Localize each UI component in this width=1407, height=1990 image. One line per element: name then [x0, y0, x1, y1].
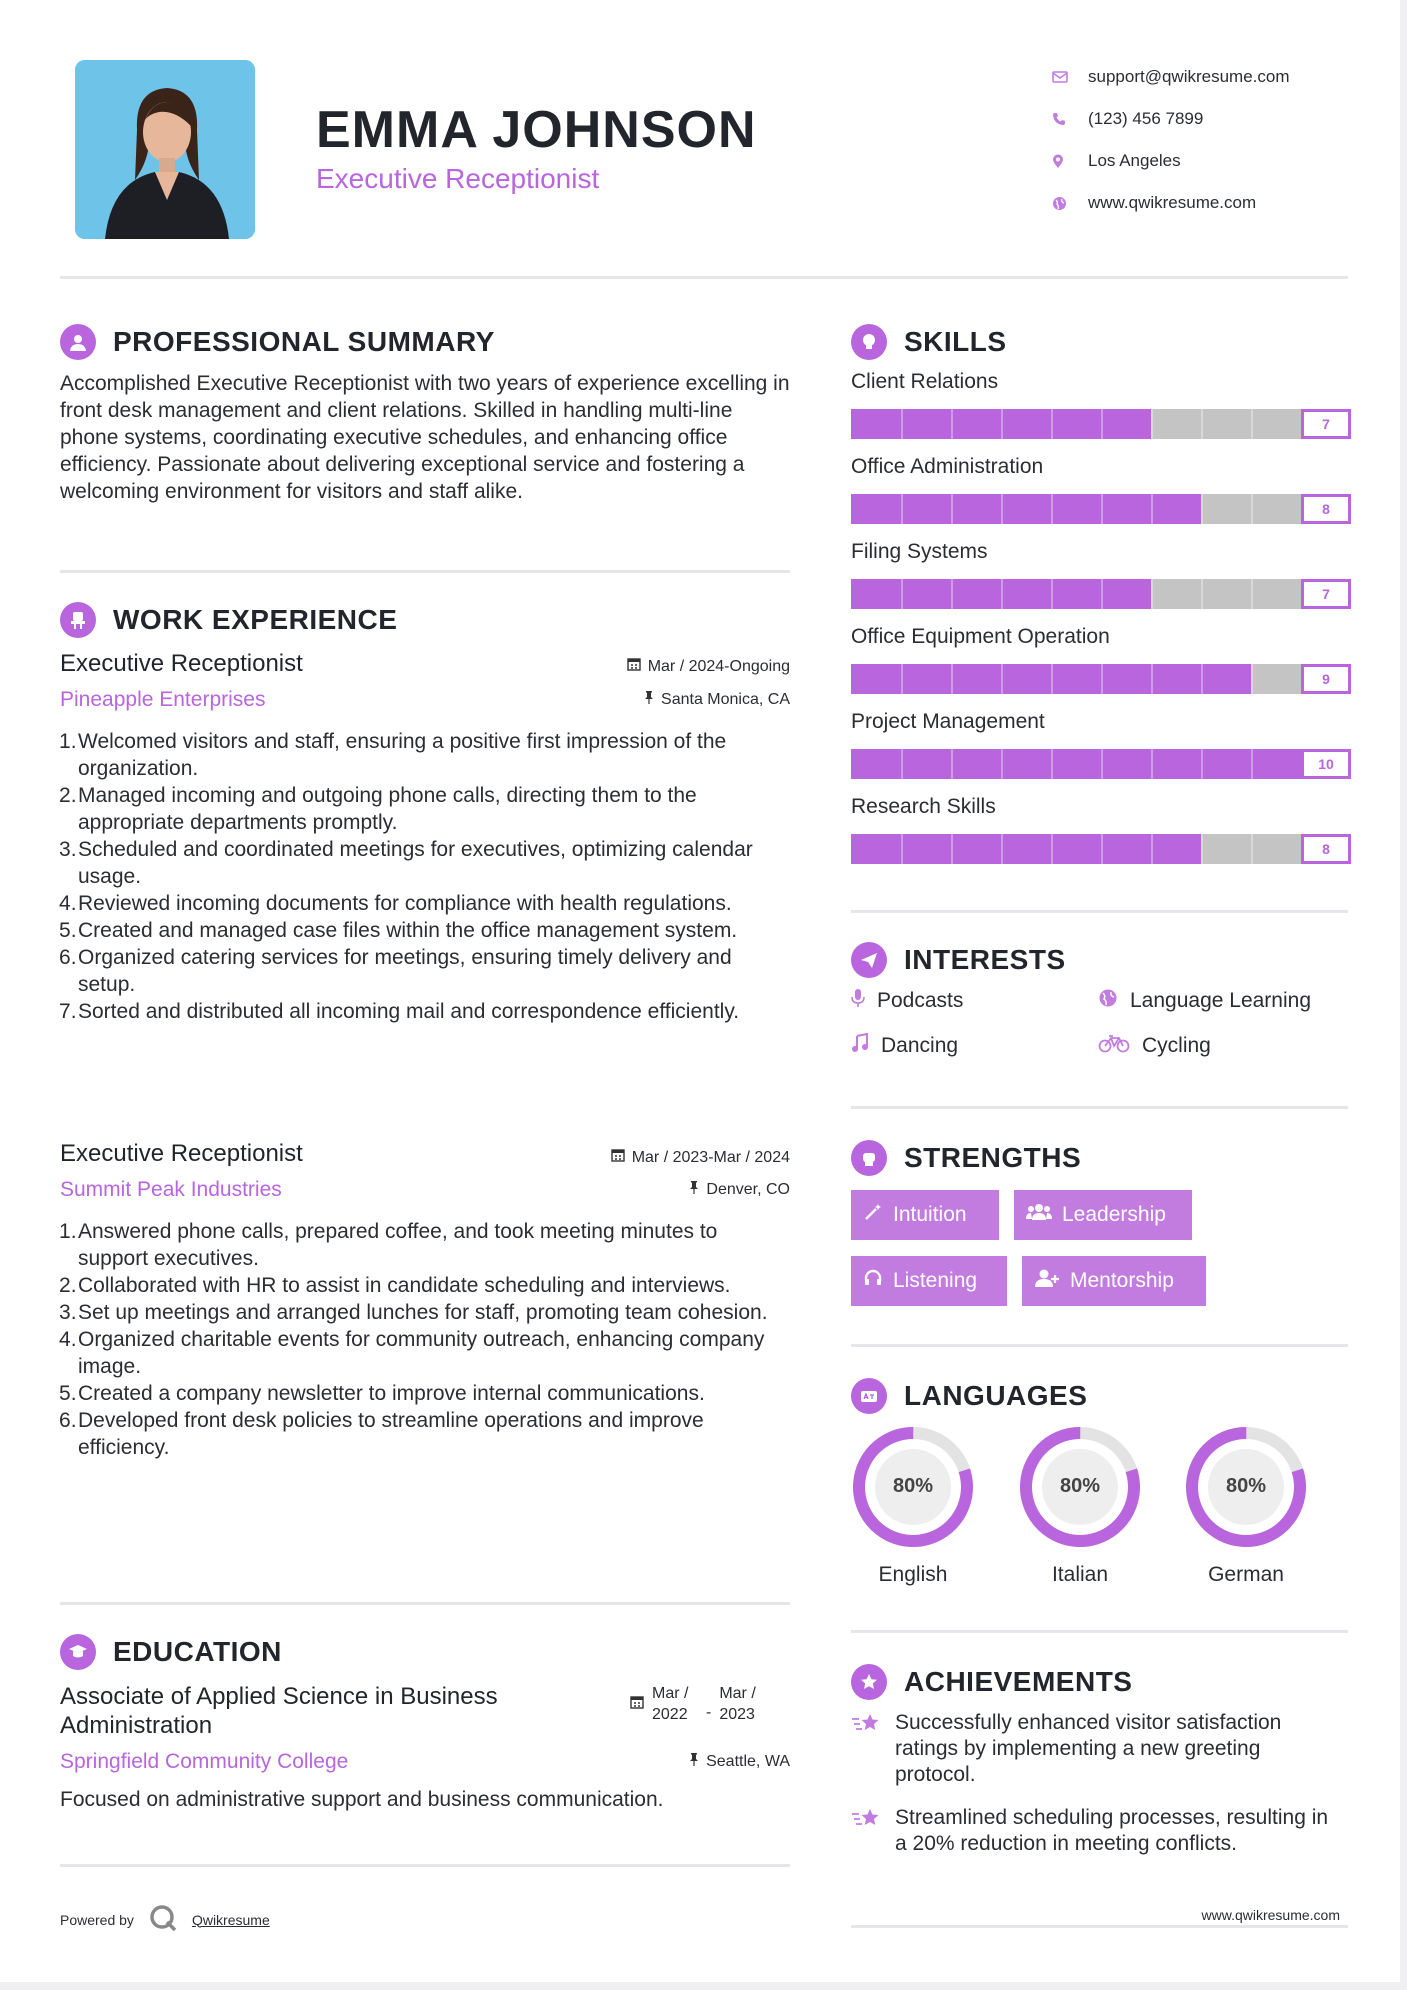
skill-value: 8 — [1301, 834, 1351, 864]
globe-icon — [1098, 988, 1118, 1014]
skill-tick — [1251, 834, 1253, 864]
education-date-end: Mar / 2023 — [719, 1685, 756, 1723]
job-1-title: Executive Receptionist — [60, 650, 303, 677]
list-item: Answered phone calls, prepared coffee, and took meeting minutes to support executives. — [78, 1220, 718, 1270]
bicycle-icon — [1098, 1033, 1130, 1059]
skill-tick — [1151, 409, 1153, 439]
job-2-location — [500, 1180, 790, 1199]
strength-label: Mentorship — [1070, 1269, 1174, 1292]
skill-tick — [1051, 834, 1053, 864]
skill-bar — [851, 749, 1351, 779]
interests-title: INTERESTS — [904, 944, 1066, 975]
skill-value: 7 — [1301, 409, 1351, 439]
strength-listening — [851, 1256, 1007, 1306]
strengths-title: STRENGTHS — [904, 1142, 1082, 1173]
skill-tick — [1201, 834, 1203, 864]
graduation-cap-icon — [60, 1634, 96, 1670]
job-2-company: Summit Peak Industries — [60, 1178, 282, 1201]
paper-plane-icon — [851, 942, 887, 978]
pushpin-icon — [644, 690, 654, 709]
star-badge-icon — [851, 1664, 887, 1700]
skill-tick — [1051, 579, 1053, 609]
skill-tick — [1251, 664, 1253, 694]
interest-language-learning — [1098, 988, 1311, 1014]
contact-location-text: Los Angeles — [1088, 151, 1181, 170]
language-label: German — [1208, 1563, 1284, 1586]
skill-bar — [851, 664, 1351, 694]
skill-tick — [951, 664, 953, 694]
calendar-icon — [611, 1148, 625, 1167]
skill-tick — [1251, 749, 1253, 779]
language-card-icon — [851, 1378, 887, 1414]
skill-label: Client Relations — [851, 370, 999, 393]
skill-tick — [1051, 494, 1053, 524]
skill-label: Filing Systems — [851, 540, 988, 563]
skill-tick — [901, 409, 903, 439]
skill-tick — [1251, 579, 1253, 609]
qwikresume-logo-icon — [148, 1903, 178, 1936]
job-1-company: Pineapple Enterprises — [60, 688, 266, 711]
job-1-date-text: Mar / 2024-Ongoing — [647, 657, 790, 675]
skill-tick — [1101, 579, 1103, 609]
pushpin-icon — [689, 1752, 699, 1771]
skill-tick — [1201, 749, 1203, 779]
skill-fill — [851, 494, 1201, 524]
skill-tick — [1151, 494, 1153, 524]
work-heading — [60, 602, 397, 638]
skill-tick — [1251, 494, 1253, 524]
job-2-date — [500, 1148, 790, 1167]
achievement-text: Successfully enhanced visitor satisfaction ratings by implementing a new greeting protocol. — [895, 1711, 1282, 1786]
skill-tick — [1001, 409, 1003, 439]
interest-label: Language Learning — [1130, 989, 1312, 1012]
education-location-text: Seattle, WA — [706, 1752, 790, 1770]
shooting-star-icon — [851, 1805, 883, 1857]
work-divider — [60, 1602, 790, 1605]
qwikresume-link[interactable]: Qwikresume — [191, 1911, 270, 1928]
achievements-divider — [851, 1925, 1348, 1928]
summary-title: PROFESSIONAL SUMMARY — [113, 326, 495, 357]
location-pin-icon — [1050, 154, 1088, 169]
skill-fill — [851, 834, 1201, 864]
skill-tick — [1001, 664, 1003, 694]
work-title: WORK EXPERIENCE — [113, 604, 398, 635]
skill-tick — [1151, 749, 1153, 779]
job-1-location — [500, 690, 790, 709]
skill-bar — [851, 494, 1351, 524]
skill-tick — [1151, 664, 1153, 694]
skill-value: 9 — [1301, 664, 1351, 694]
skill-bar — [851, 834, 1351, 864]
microphone-icon — [851, 988, 865, 1014]
education-dates — [630, 1683, 765, 1725]
powered-by-text: Powered by — [60, 1911, 134, 1928]
contact-website[interactable] — [1050, 182, 1380, 224]
skill-tick — [951, 834, 953, 864]
strength-label: Listening — [893, 1269, 978, 1292]
skill-tick — [1101, 494, 1103, 524]
education-date-separator: - — [706, 1704, 712, 1721]
raised-fist-icon — [851, 1140, 887, 1176]
skill-tick — [1151, 834, 1153, 864]
interest-label: Dancing — [881, 1034, 959, 1057]
skill-tick — [1051, 664, 1053, 694]
skill-tick — [1201, 664, 1203, 694]
music-note-icon — [851, 1033, 869, 1059]
skill-tick — [1151, 579, 1153, 609]
language-label: Italian — [1051, 1563, 1109, 1586]
skill-tick — [901, 494, 903, 524]
skills-heading — [851, 324, 1007, 360]
skill-tick — [1001, 579, 1003, 609]
skill-tick — [1101, 409, 1103, 439]
skill-tick — [1101, 834, 1103, 864]
list-item: Scheduled and coordinated meetings for executives, optimizing calendar usage. — [78, 838, 753, 888]
list-item: Reviewed incoming documents for compliance with health regulations. — [78, 892, 732, 915]
list-item: Sorted and distributed all incoming mail and correspondence efficiently. — [78, 1000, 740, 1023]
pushpin-icon — [689, 1180, 699, 1199]
summary-divider — [60, 570, 790, 573]
languages-divider — [851, 1630, 1348, 1633]
globe-icon — [1050, 196, 1088, 211]
list-item: Organized charitable events for community outreach, enhancing company image. — [78, 1328, 765, 1378]
user-plus-icon — [1034, 1268, 1060, 1294]
strength-mentorship — [1022, 1256, 1206, 1306]
skill-tick — [901, 749, 903, 779]
calendar-icon — [630, 1695, 644, 1714]
achievements-title: ACHIEVEMENTS — [904, 1666, 1133, 1697]
skill-tick — [901, 664, 903, 694]
interest-dancing — [851, 1033, 958, 1059]
contact-phone[interactable] — [1050, 98, 1380, 140]
skill-value: 7 — [1301, 579, 1351, 609]
skill-tick — [1001, 834, 1003, 864]
interest-label: Cycling — [1142, 1034, 1211, 1057]
lightbulb-icon — [851, 324, 887, 360]
envelope-icon — [1050, 71, 1088, 83]
skill-label: Project Management — [851, 710, 1045, 733]
interest-cycling — [1098, 1033, 1211, 1059]
skill-tick — [1051, 749, 1053, 779]
header-divider — [60, 276, 1348, 279]
language-ring — [1184, 1425, 1308, 1549]
list-item: Welcomed visitors and staff, ensuring a positive first impression of the organization. — [78, 730, 727, 780]
contact-website-text: www.qwikresume.com — [1088, 193, 1257, 212]
education-heading — [60, 1634, 282, 1670]
candidate-name: EMMA JOHNSON — [316, 101, 757, 159]
education-title: EDUCATION — [113, 1636, 282, 1667]
powered-by-footer — [60, 1903, 270, 1936]
skill-label: Research Skills — [851, 795, 996, 818]
contact-location — [1050, 140, 1380, 182]
skill-label: Office Administration — [851, 455, 1044, 478]
education-divider — [60, 1864, 790, 1867]
skill-tick — [1201, 579, 1203, 609]
magic-wand-icon — [863, 1202, 883, 1228]
skill-tick — [1001, 494, 1003, 524]
achievements-heading — [851, 1664, 1132, 1700]
strength-leadership — [1014, 1190, 1192, 1240]
shooting-star-icon — [851, 1710, 883, 1788]
strength-intuition — [851, 1190, 999, 1240]
summary-heading — [60, 324, 495, 360]
job-2-bullets — [60, 1218, 790, 1461]
group-icon — [1026, 1202, 1052, 1228]
list-item: Collaborated with HR to assist in candidate scheduling and interviews. — [78, 1274, 731, 1297]
contact-list — [1050, 56, 1380, 224]
contact-phone-text: (123) 456 7899 — [1088, 109, 1204, 128]
interests-divider — [851, 1106, 1348, 1109]
education-description: Focused on administrative support and business communication. — [60, 1788, 664, 1811]
skill-tick — [901, 579, 903, 609]
skill-tick — [1201, 409, 1203, 439]
skill-tick — [951, 494, 953, 524]
job-2-title: Executive Receptionist — [60, 1140, 303, 1167]
education-date-start: Mar / 2022 — [652, 1685, 689, 1723]
headphones-icon — [863, 1268, 883, 1294]
strength-label: Leadership — [1062, 1203, 1166, 1226]
job-1-location-text: Santa Monica, CA — [661, 690, 790, 708]
list-item: Managed incoming and outgoing phone calls, directing them to the appropriate departments promptly. — [78, 784, 697, 834]
skill-tick — [1101, 749, 1103, 779]
languages-heading — [851, 1378, 1087, 1414]
list-item: Created and managed case files within the office management system. — [78, 919, 738, 942]
contact-email[interactable] — [1050, 56, 1380, 98]
strength-label: Intuition — [893, 1203, 967, 1226]
job-2-date-text: Mar / 2023-Mar / 2024 — [631, 1148, 790, 1166]
skill-tick — [1101, 664, 1103, 694]
user-icon — [60, 324, 96, 360]
skill-value: 10 — [1301, 749, 1351, 779]
skill-tick — [951, 409, 953, 439]
skill-bar — [851, 409, 1351, 439]
skill-tick — [1051, 409, 1053, 439]
list-item: Created a company newsletter to improve internal communications. — [78, 1382, 705, 1405]
briefcase-icon — [60, 602, 96, 638]
achievement-item-2 — [851, 1805, 1335, 1857]
profile-photo — [75, 60, 255, 239]
skill-tick — [951, 579, 953, 609]
contact-email-text: support@qwikresume.com — [1088, 67, 1290, 86]
strengths-heading — [851, 1140, 1081, 1176]
strengths-divider — [851, 1344, 1348, 1347]
phone-icon — [1050, 112, 1088, 126]
language-label: English — [878, 1563, 948, 1586]
skill-tick — [901, 834, 903, 864]
job-2-location-text: Denver, CO — [706, 1180, 790, 1198]
skills-title: SKILLS — [904, 326, 1007, 357]
summary-text: Accomplished Executive Receptionist with two years of experience excelling in front desk management and client relations. Skilled in handling multi-line phone systems, coordinating executive schedules, and enhancing office efficiency. Passionate about delivering exceptional service and fostering a welcoming environment for visitors and staff alike. — [60, 372, 790, 503]
skill-tick — [1251, 409, 1253, 439]
skill-tick — [1201, 494, 1203, 524]
skill-label: Office Equipment Operation — [851, 625, 1110, 648]
candidate-role: Executive Receptionist — [316, 163, 600, 194]
skill-tick — [1001, 749, 1003, 779]
skill-bar — [851, 579, 1351, 609]
job-1-bullets — [60, 728, 790, 1025]
interest-label: Podcasts — [877, 989, 964, 1012]
skills-divider — [851, 910, 1348, 913]
achievement-text: Streamlined scheduling processes, resulting in a 20% reduction in meeting conflicts. — [895, 1806, 1329, 1855]
list-item: Developed front desk policies to streamline operations and improve efficiency. — [78, 1409, 704, 1459]
language-percent: 80% — [1059, 1475, 1101, 1497]
languages-title: LANGUAGES — [904, 1380, 1088, 1411]
language-percent: 80% — [1225, 1475, 1267, 1497]
language-ring — [851, 1425, 975, 1549]
interest-podcasts — [851, 988, 963, 1014]
education-degree: Associate of Applied Science in Business Administration — [60, 1683, 498, 1739]
skill-value: 8 — [1301, 494, 1351, 524]
skill-tick — [951, 749, 953, 779]
list-item: Organized catering services for meetings, ensuring timely delivery and setup. — [78, 946, 732, 996]
education-school: Springfield Community College — [60, 1750, 349, 1773]
list-item: Set up meetings and arranged lunches for staff, promoting team cohesion. — [78, 1301, 768, 1324]
interests-heading — [851, 942, 1066, 978]
education-location — [500, 1752, 790, 1771]
achievement-item-1 — [851, 1710, 1335, 1788]
calendar-icon — [627, 657, 641, 676]
job-1-date — [500, 657, 790, 676]
footer-website[interactable]: www.qwikresume.com — [1201, 1907, 1340, 1923]
language-percent: 80% — [892, 1475, 934, 1497]
language-ring — [1018, 1425, 1142, 1549]
